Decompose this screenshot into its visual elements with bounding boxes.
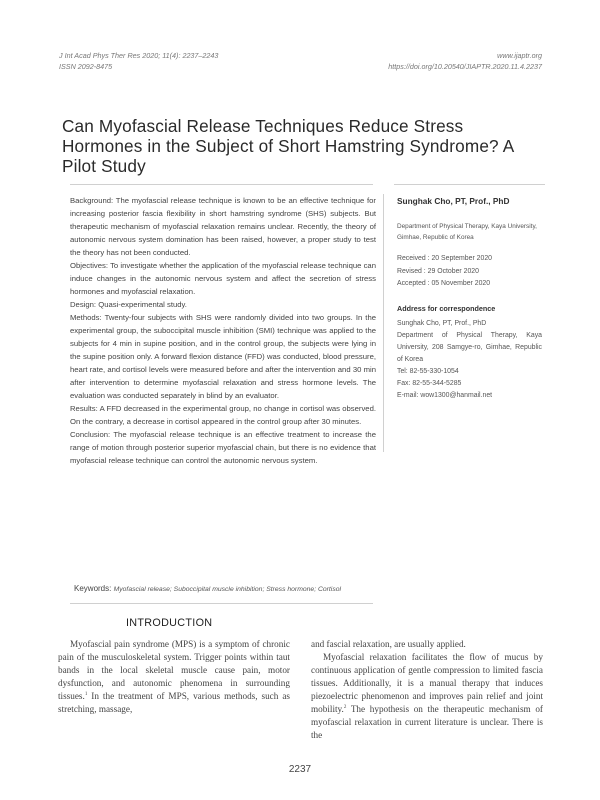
objectives-text: To investigate whether the application of the myofascial release technique can induce changes in the autonomic nervous system and affect the secretion of stress hormones and myofascial relaxation. (70, 261, 376, 296)
sidebar-top-rule (394, 184, 545, 185)
results-text: A FFD decreased in the experimental group, no change in cortisol was observed. On the contrary, a decrease in cortisol appeared in the control group after 30 minutes. (70, 404, 376, 426)
design-text: Quasi-experimental study. (96, 300, 187, 309)
background-text: The myofascial release technique is known to be an effective technique for increasing posterior fascia flexibility in short hamstring syndrome (SHS) subjects. But therapeutic mechanism of myofascial relaxation remains unclear. Recently, the theory of autonomic nervous system domination has been raised, however, a proper study to test the theory has not been conducted. (70, 196, 376, 257)
intro-p2-start: Myofascial relaxation facilitates the flow of mucus by continuous application of gentle compression to limited fascia tissues. Additionally, it is a manual therapy that induces piezoelectric phenomenon and improves pain relief and joint mobility. (311, 652, 543, 714)
body-column-right (311, 638, 543, 742)
received-date: Received : 20 September 2020 (397, 255, 492, 262)
article-dates (397, 253, 492, 291)
title-line-1: Can Myofascial Release Techniques Reduce Stress (62, 116, 464, 136)
citation-2[interactable]: 2 (343, 704, 347, 710)
journal-line-1: J Int Acad Phys Ther Res 2020; 11(4): 2237–2243 (59, 51, 219, 60)
abstract-design (70, 298, 376, 311)
keywords-label: Keywords: (74, 584, 112, 593)
conclusion-label: Conclusion: (70, 430, 111, 439)
body-column-left (58, 638, 290, 716)
results-label: Results: (70, 404, 98, 413)
abstract-top-rule (70, 184, 373, 185)
citation-1[interactable]: 1 (84, 691, 88, 697)
intro-p1-start: Myofascial pain syndrome (MPS) is a symptom of chronic pain of the musculoskeletal system. Trigger points within taut bands in the local skeletal muscle cause pain, motor dysfunction, and autonomic phenomena in surrounding tissues. (58, 639, 290, 701)
title-line-3: Pilot Study (62, 156, 146, 176)
correspondence-email[interactable]: E-mail: wow1300@hanmail.net (397, 392, 493, 399)
introduction-heading: INTRODUCTION (126, 617, 213, 629)
abstract-bottom-rule (70, 603, 373, 604)
correspondence-name: Sunghak Cho, PT, Prof., PhD (397, 320, 487, 327)
author-name: Sunghak Cho, PT, Prof., PhD (397, 196, 510, 206)
column-divider (383, 194, 384, 452)
abstract (70, 194, 376, 467)
accepted-date: Accepted : 05 November 2020 (397, 280, 491, 287)
abstract-conclusion (70, 428, 376, 467)
intro-paragraph-1 (58, 638, 290, 716)
methods-label: Methods: (70, 313, 102, 322)
abstract-methods (70, 311, 376, 402)
background-label: Background: (70, 196, 114, 205)
abstract-objectives (70, 259, 376, 298)
design-label: Design: (70, 300, 97, 309)
conclusion-text: The myofascial release technique is an effective treatment to increase the range of motion through posterior superior myofascial chain, but there is no evidence that myofascial release technique can control the autonomic nervous system. (70, 430, 376, 465)
journal-issn: ISSN 2092-8475 (59, 62, 113, 71)
abstract-results (70, 402, 376, 428)
journal-site-link[interactable]: www.ijaptr.org (497, 51, 542, 60)
correspondence-address: Department of Physical Therapy, Kaya University, 208 Samgye-ro, Gimhae, Republic of Korea (397, 332, 542, 363)
intro-paragraph-2 (311, 651, 543, 742)
objectives-label: Objectives: (70, 261, 109, 270)
title-line-2: Hormones in the Subject of Short Hamstring Syndrome? A (62, 136, 515, 156)
intro-paragraph-1-continued: and fascial relaxation, are usually applied. (311, 639, 466, 649)
intro-p2-end: The hypothesis on the therapeutic mechanism of myofascial relaxation in current literature is unclear. There is the (311, 704, 543, 740)
article-title (62, 116, 552, 176)
keywords-value: Myofascial release; Suboccipital muscle inhibition; Stress hormone; Cortisol (113, 586, 342, 593)
correspondence-block (397, 318, 542, 402)
journal-citation (59, 50, 218, 72)
journal-links (388, 50, 542, 72)
correspondence-tel: Tel: 82-55-330-1054 (397, 368, 459, 375)
page-number: 2237 (288, 764, 312, 775)
keywords (74, 584, 341, 593)
correspondence-fax: Fax: 82-55-344-5285 (397, 380, 462, 387)
intro-p1-end: In the treatment of MPS, various methods, such as stretching, massage, (58, 691, 290, 714)
revised-date: Revised : 29 October 2020 (397, 267, 479, 275)
author-department: Department of Physical Therapy, Kaya University, Gimhae, Republic of Korea (397, 223, 537, 241)
abstract-background (70, 194, 376, 259)
methods-text: Twenty-four subjects with SHS were randomly divided into two groups. In the experimental group, the suboccipital muscle inhibition (SMI) technique was applied to the subjects for 4 min in supine position, and in the control group, the subjects were lying in the supine position only. A forward flexion distance (FFD) was conducted, blood pressure, heart rate, and cortisol levels were measured before and after the intervention and 30 min after intervention to determine myofascial relaxation and stress hormone levels. The evaluation was conducted separately in blind by an evaluator. (70, 313, 376, 400)
correspondence-heading: Address for correspondence (397, 304, 496, 313)
doi-link[interactable]: https://doi.org/10.20540/JIAPTR.2020.11.4.2237 (388, 62, 542, 71)
